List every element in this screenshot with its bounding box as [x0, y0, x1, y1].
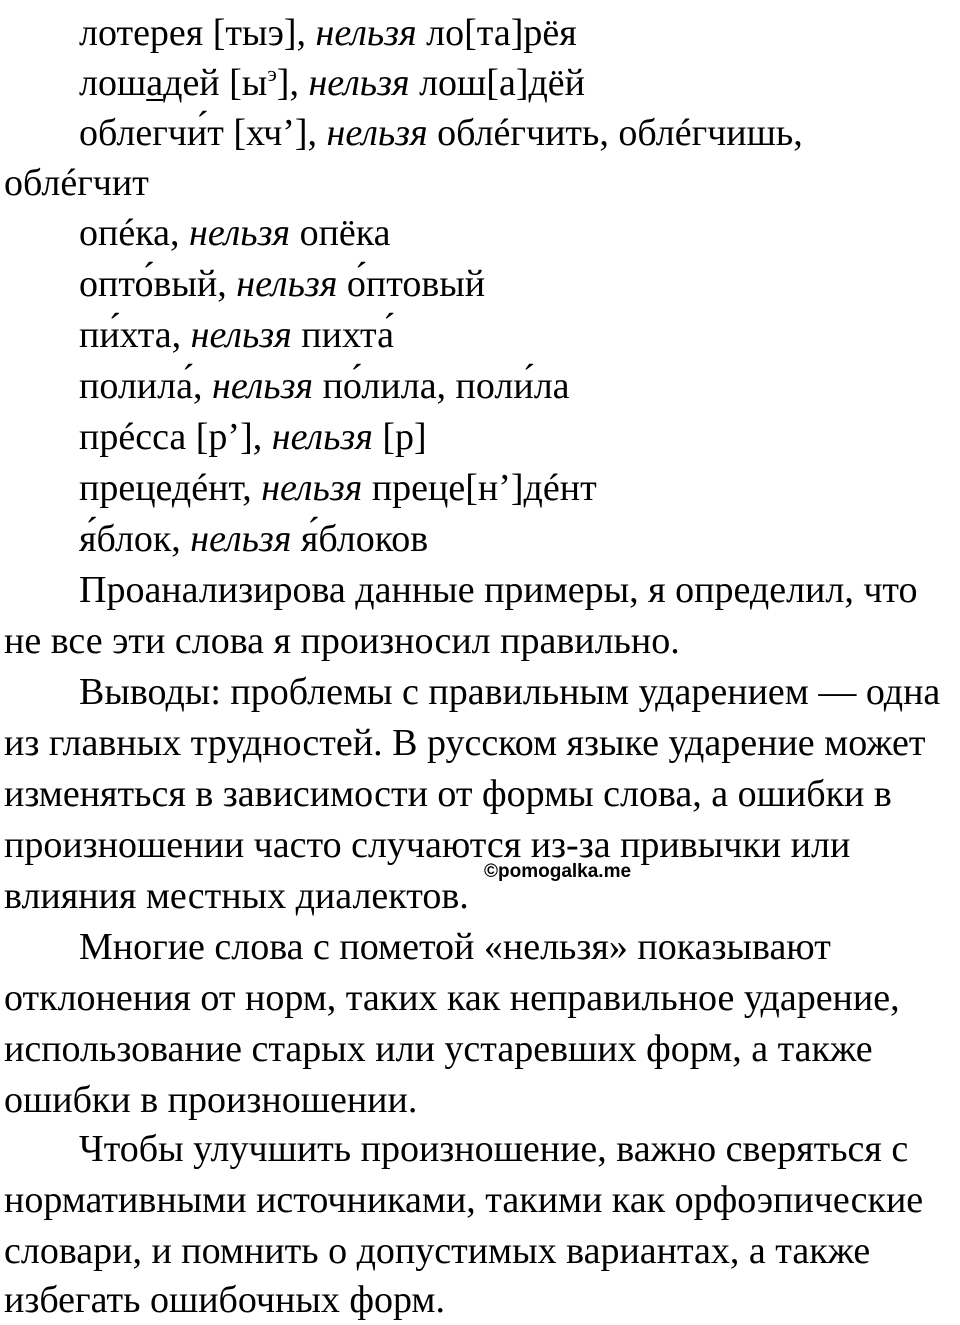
paragraph-improve-line-2: нормативными источниками, такими как орфоэпические: [4, 1179, 924, 1221]
paragraph-analysis-line-2: не все эти слова я произносил правильно.: [4, 620, 680, 662]
watermark: ©pomogalka.me: [484, 861, 632, 882]
word-entry-yablok: я́блок, нельзя я́блоков: [79, 518, 429, 560]
paragraph-nelzya-line-4: ошибки в произношении.: [4, 1079, 418, 1121]
paragraph-analysis-line-1: Проанализирова данные примеры, я определил, что: [79, 569, 918, 611]
word-entry-oblegchit-continued: облéгчит: [4, 162, 149, 204]
word-entry-polila: полила́, нельзя по́лила, поли́ла: [79, 365, 570, 407]
paragraph-conclusions-line-3: изменяться в зависимости от формы слова, а ошибки в: [4, 773, 892, 815]
paragraph-nelzya-line-3: использование старых или устаревших форм, а также: [4, 1028, 873, 1070]
paragraph-conclusions-line-4: произношении часто случаются из-за привычки или: [4, 824, 851, 866]
paragraph-conclusions-line-1: Выводы: проблемы с правильным ударением — одна: [79, 671, 941, 713]
word-entry-opeka: опéка, нельзя опёка: [79, 212, 391, 254]
word-entry-oblegchit: облегчи́т [хч’], нельзя облéгчить, облéгчишь,: [79, 112, 803, 154]
paragraph-conclusions-line-5: влияния местных диалектов.: [4, 875, 469, 917]
word-entry-pressa: прéсса [р’], нельзя [р]: [79, 416, 427, 458]
paragraph-conclusions-line-2: из главных трудностей. В русском языке ударение может: [4, 722, 926, 764]
paragraph-improve-line-3: словари, и помнить о допустимых вариантах, а также: [4, 1230, 871, 1272]
word-entry-optovy: опто́вый, нельзя о́птовый: [79, 263, 486, 305]
paragraph-improve-line-1: Чтобы улучшить произношение, важно сверяться с: [79, 1128, 909, 1170]
word-entry-loterea: лотерея [тыэ], нельзя ло[та]рёя: [79, 12, 577, 54]
paragraph-nelzya-line-1: Многие слова с пометой «нельзя» показывают: [79, 926, 831, 968]
paragraph-nelzya-line-2: отклонения от норм, таких как неправильное ударение,: [4, 977, 900, 1019]
paragraph-improve-line-4: избегать ошибочных форм.: [4, 1279, 445, 1321]
word-entry-pikhta: пи́хта, нельзя пихта́: [79, 314, 394, 356]
word-entry-loshadei: лошадей $[ы^э]$, нельзя лош[а]дёй: [79, 61, 586, 104]
word-entry-pretsedent: прецедéнт, нельзя преце[н’]дéнт: [79, 467, 597, 509]
